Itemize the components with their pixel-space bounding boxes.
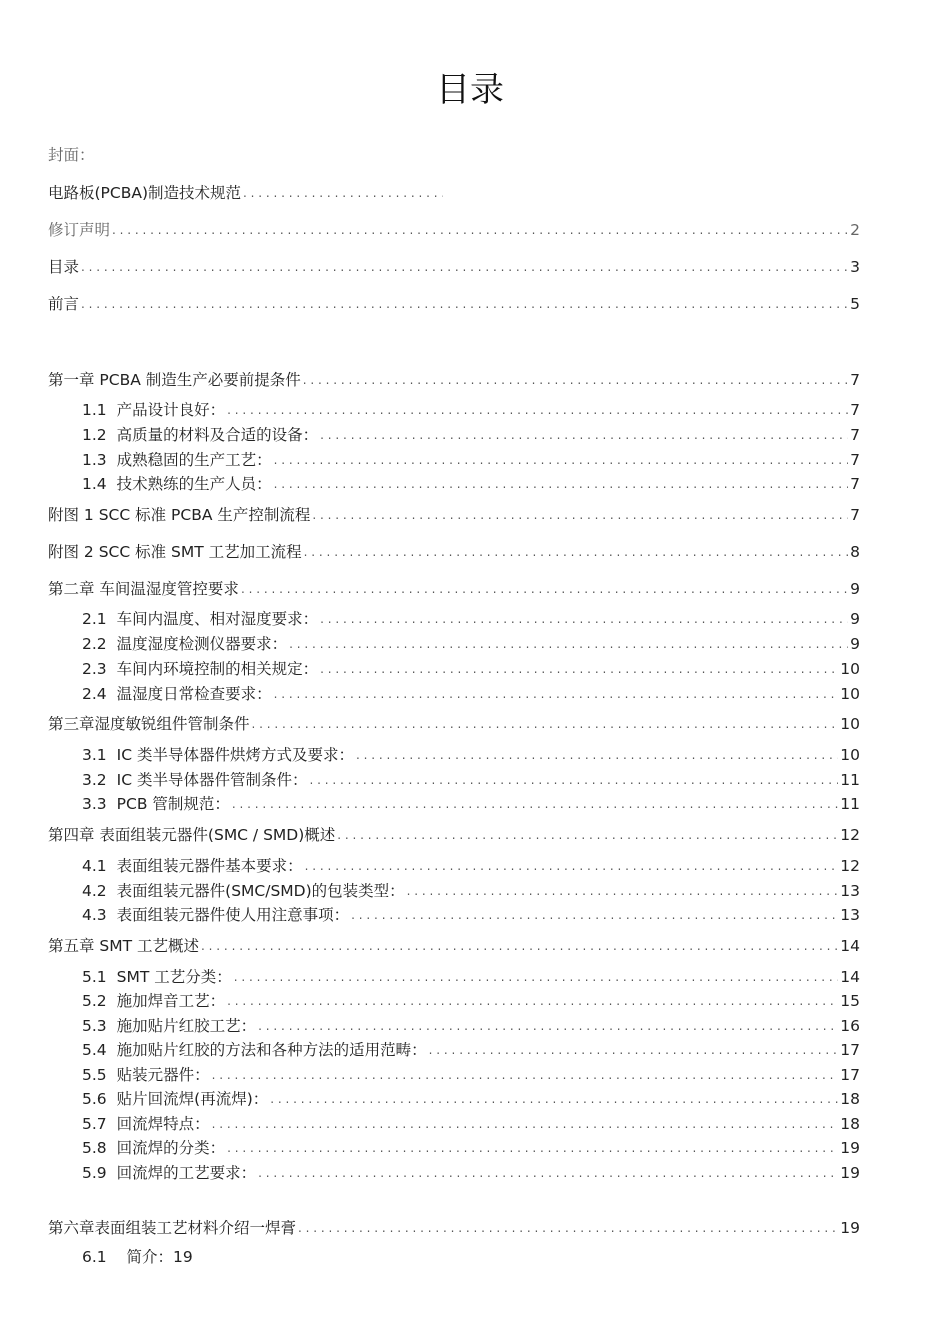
entry-page-number: 5	[850, 295, 860, 313]
entry-page-number: 11	[840, 771, 860, 789]
dot-leader	[258, 1163, 838, 1183]
toc-entry[interactable]	[82, 877, 860, 901]
dot-leader	[274, 450, 848, 470]
entry-text: 施加焊音工艺：	[116, 992, 226, 1010]
entry-text: 温度湿度检测仪器要求：	[116, 635, 288, 653]
toc-entry[interactable]	[82, 766, 860, 790]
entry-text: 第一章 PCBA 制造生产必要前提条件	[48, 371, 301, 389]
entry-page-number: 17	[840, 1066, 860, 1084]
entry-title	[82, 684, 272, 704]
toc-entry[interactable]	[48, 253, 860, 277]
toc-entry[interactable]	[48, 821, 860, 845]
entry-page-number: 7	[850, 475, 860, 493]
entry-text: 第六章表面组装工艺材料介绍一焊膏	[48, 1219, 297, 1237]
entry-title	[82, 1163, 256, 1183]
entry-number: 4.2	[82, 882, 107, 900]
entry-text: 第三章湿度敏锐组件管制条件	[48, 715, 250, 733]
toc-entry[interactable]	[82, 470, 860, 494]
entry-text: 车间内温度、相对湿度要求：	[116, 610, 319, 628]
entry-page-number: 2	[850, 221, 860, 239]
toc-entry[interactable]	[48, 216, 860, 240]
dot-leader	[274, 684, 839, 704]
toc-entry[interactable]	[82, 987, 860, 1011]
entry-number: 5.7	[82, 1115, 107, 1133]
toc-entry[interactable]	[82, 680, 860, 704]
dot-leader	[305, 856, 839, 876]
entry-number: 2.3	[82, 660, 107, 678]
dot-leader	[407, 881, 839, 901]
toc-entry[interactable]	[82, 790, 860, 814]
entry-text: 产品设计良好：	[116, 401, 226, 419]
entry-number: 2.2	[82, 635, 107, 653]
entry-page-number: 7	[850, 371, 860, 389]
entry-title	[48, 936, 199, 956]
toc-entry[interactable]	[82, 396, 860, 420]
entry-text: 车间内环境控制的相关规定：	[116, 660, 319, 678]
dot-leader	[320, 659, 838, 679]
entry-number: 5.5	[82, 1066, 107, 1084]
toc-entry[interactable]	[82, 1085, 860, 1109]
dot-leader	[81, 257, 848, 277]
entry-page-number: 10	[840, 746, 860, 764]
toc-entry[interactable]	[82, 1012, 860, 1036]
entry-title	[48, 1218, 296, 1238]
toc-entry[interactable]	[48, 575, 860, 599]
entry-text: 回流焊的分类：	[116, 1139, 226, 1157]
toc-entry[interactable]	[48, 538, 860, 562]
toc-entry[interactable]	[48, 710, 860, 734]
entry-page-number: 3	[850, 258, 860, 276]
entry-number: 5.1	[82, 968, 107, 986]
entry-page-number: 16	[840, 1017, 860, 1035]
entry-text: 第二章 车间温湿度管控要求	[48, 580, 239, 598]
entry-title	[48, 257, 79, 277]
entry-title	[82, 794, 230, 814]
toc-entry[interactable]	[82, 1036, 860, 1060]
entry-title	[82, 400, 225, 420]
cover-title: 电路板(PCBA)制造技术规范	[48, 184, 242, 202]
entry-number: 3.3	[82, 795, 107, 813]
cover-label: 封面：	[48, 146, 95, 164]
entry-title	[82, 1114, 210, 1134]
toc-entry[interactable]	[48, 1214, 860, 1238]
dot-leader	[303, 370, 848, 390]
toc-entry[interactable]	[48, 501, 860, 525]
entry-number: 5.6	[82, 1090, 107, 1108]
entry-page-number: 11	[840, 795, 860, 813]
entry-title	[82, 1040, 427, 1060]
entry-number: 5.9	[82, 1164, 107, 1182]
entry-text: 第四章 表面组装元器件(SMC / SMD)概述	[48, 826, 336, 844]
dot-leader	[337, 825, 838, 845]
entry-number: 6.1	[82, 1248, 107, 1266]
dot-leader	[227, 400, 848, 420]
entry-page-number: 19	[840, 1219, 860, 1237]
entry-title	[48, 542, 302, 562]
entry-text: 回流焊的工艺要求：	[116, 1164, 257, 1182]
entry-text: 简介：19	[126, 1248, 193, 1266]
entry-page-number: 7	[850, 426, 860, 444]
entry-number: 5.8	[82, 1139, 107, 1157]
dot-leader	[212, 1065, 839, 1085]
toc-entry[interactable]	[82, 605, 860, 629]
entry-number: 2.1	[82, 610, 107, 628]
entry-text: 表面组装元器件(SMC/SMD)的包装类型：	[116, 882, 405, 900]
entry-page-number: 13	[840, 882, 860, 900]
dot-leader	[243, 183, 443, 203]
entry-text: 附图 1 SCC 标准 PCBA 生产控制流程	[48, 506, 311, 524]
dot-leader	[270, 1089, 838, 1109]
toc-entry[interactable]	[82, 852, 860, 876]
entry-page-number: 10	[840, 715, 860, 733]
entry-title	[48, 294, 79, 314]
toc-entry[interactable]	[82, 630, 860, 654]
entry-number: 1.1	[82, 401, 107, 419]
entry-title	[48, 825, 335, 845]
entry-text: SMT 工艺分类：	[116, 968, 232, 986]
toc-entry[interactable]	[82, 963, 860, 987]
entry-title	[82, 905, 349, 925]
entry-page-number: 7	[850, 401, 860, 419]
entry-page-number: 19	[840, 1139, 860, 1157]
entry-page-number: 12	[840, 826, 860, 844]
entry-text: 贴装元器件：	[116, 1066, 210, 1084]
entry-text: 成熟稳固的生产工艺：	[116, 451, 272, 469]
dot-leader	[234, 967, 839, 987]
entry-number: 1.4	[82, 475, 107, 493]
entry-text: 贴片回流焊(再流焊)：	[116, 1090, 269, 1108]
toc-entry[interactable]	[82, 1159, 860, 1183]
dot-leader	[356, 745, 838, 765]
entry-title	[82, 1138, 225, 1158]
toc-entry[interactable]	[82, 655, 860, 679]
toc-entry[interactable]	[82, 446, 860, 470]
entry-number: 4.1	[82, 857, 107, 875]
entry-text: 前言	[48, 295, 80, 313]
entry-page-number: 12	[840, 857, 860, 875]
dot-leader	[320, 425, 848, 445]
entry-title	[48, 370, 301, 390]
entry-title	[82, 881, 405, 901]
dot-leader	[241, 579, 848, 599]
entry-text: 第五章 SMT 工艺概述	[48, 937, 200, 955]
entry-number: 2.4	[82, 685, 107, 703]
entry-title	[82, 770, 307, 790]
entry-text: IC 类半导体器件烘烤方式及要求：	[116, 746, 354, 764]
dot-leader	[81, 294, 848, 314]
entry-number: 5.2	[82, 992, 107, 1010]
entry-page-number: 9	[850, 610, 860, 628]
entry-page-number: 15	[840, 992, 860, 1010]
dot-leader	[274, 474, 848, 494]
entry-page-number: 14	[840, 937, 860, 955]
entry-number: 5.3	[82, 1017, 107, 1035]
entry-page-number: 18	[840, 1115, 860, 1133]
dot-leader	[429, 1040, 839, 1060]
toc-entry[interactable]	[82, 901, 860, 925]
toc-entry[interactable]	[48, 290, 860, 314]
entry-page-number: 9	[850, 580, 860, 598]
entry-title	[82, 474, 272, 494]
dot-leader	[212, 1114, 839, 1134]
toc-entry[interactable]	[82, 1061, 860, 1085]
entry-number: 5.4	[82, 1041, 107, 1059]
toc-entry[interactable]	[48, 932, 860, 956]
entry-title	[82, 1065, 210, 1085]
entry-page-number: 7	[850, 506, 860, 524]
entry-text: 附图 2 SCC 标准 SMT 工艺加工流程	[48, 543, 302, 561]
dot-leader	[320, 609, 848, 629]
cover-title-line	[48, 179, 443, 203]
entry-text: 技术熟练的生产人员：	[116, 475, 272, 493]
entry-page-number: 8	[850, 543, 860, 561]
dot-leader	[227, 1138, 838, 1158]
entry-title	[82, 856, 303, 876]
entry-title	[48, 579, 239, 599]
entry-text: 表面组装元器件使人用注意事项：	[116, 906, 350, 924]
entry-text: 温湿度日常检查要求：	[116, 685, 272, 703]
dot-leader	[232, 794, 838, 814]
entry-title	[48, 220, 110, 240]
entry-title	[82, 450, 272, 470]
entry-page-number: 10	[840, 685, 860, 703]
dot-leader	[201, 936, 838, 956]
dot-leader	[312, 505, 848, 525]
entry-text: IC 类半导体器件管制条件：	[116, 771, 308, 789]
entry-text: PCB 管制规范：	[116, 795, 230, 813]
dot-leader	[252, 714, 839, 734]
entry-text: 回流焊特点：	[116, 1115, 210, 1133]
dot-leader	[112, 220, 848, 240]
dot-leader	[227, 991, 838, 1011]
entry-number: 1.3	[82, 451, 107, 469]
toc-entry-6-1	[82, 1245, 193, 1267]
entry-number: 3.1	[82, 746, 107, 764]
entry-page-number: 9	[850, 635, 860, 653]
dot-leader	[298, 1218, 838, 1238]
dot-leader	[304, 542, 848, 562]
toc-entry[interactable]	[82, 421, 860, 445]
entry-page-number: 14	[840, 968, 860, 986]
entry-title	[82, 745, 354, 765]
entry-page-number: 7	[850, 451, 860, 469]
entry-title	[82, 1089, 268, 1109]
toc-entry[interactable]	[82, 1110, 860, 1134]
entry-title	[82, 634, 287, 654]
toc-entry[interactable]	[82, 741, 860, 765]
entry-title	[82, 991, 225, 1011]
entry-title	[82, 659, 318, 679]
entry-title	[82, 425, 318, 445]
entry-text: 修订声明	[48, 221, 111, 239]
entry-text: 目录	[48, 258, 80, 276]
entry-page-number: 19	[840, 1164, 860, 1182]
dot-leader	[309, 770, 838, 790]
entry-page-number: 13	[840, 906, 860, 924]
entry-number: 1.2	[82, 426, 107, 444]
dot-leader	[258, 1016, 838, 1036]
toc-entry[interactable]	[82, 1134, 860, 1158]
entry-text: 施加贴片红胶的方法和各种方法的适用范畴：	[116, 1041, 427, 1059]
entry-page-number: 18	[840, 1090, 860, 1108]
toc-entry[interactable]	[48, 366, 860, 390]
page-title: 目录	[436, 70, 504, 110]
entry-title	[82, 1016, 256, 1036]
entry-text: 高质量的材料及合适的设备：	[116, 426, 319, 444]
entry-title	[48, 505, 310, 525]
entry-page-number: 10	[840, 660, 860, 678]
entry-text: 施加贴片红胶工艺：	[116, 1017, 257, 1035]
entry-number: 4.3	[82, 906, 107, 924]
entry-title	[48, 714, 250, 734]
dot-leader	[289, 634, 848, 654]
entry-title	[82, 967, 232, 987]
entry-number: 3.2	[82, 771, 107, 789]
entry-text: 表面组装元器件基本要求：	[116, 857, 303, 875]
entry-title	[82, 609, 318, 629]
entry-page-number: 17	[840, 1041, 860, 1059]
dot-leader	[351, 905, 838, 925]
